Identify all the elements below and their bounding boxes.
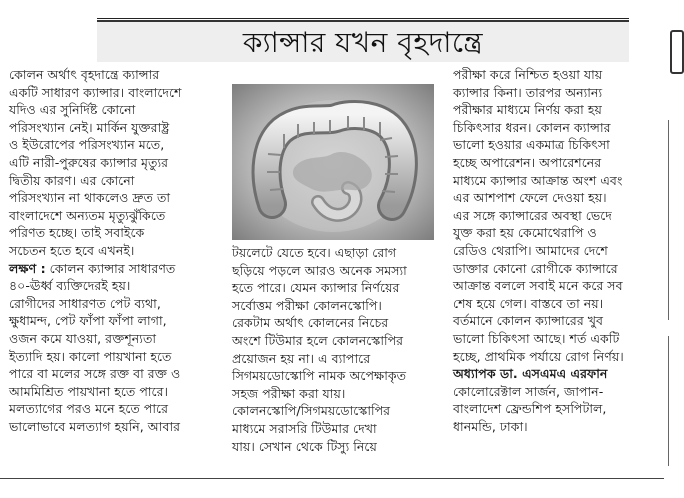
text-line: কোলন অর্থাৎ বৃহদান্ত্রে ক্যান্সার — [9, 67, 160, 82]
adjacent-glyph — [670, 30, 684, 74]
text-line: হচ্ছে, প্রাথমিক পর্যায়ে রোগ নির্ণয়। — [453, 348, 624, 364]
colon-illustration — [232, 84, 434, 240]
article-column-3 — [453, 66, 624, 435]
text-line: রেকটাম অর্থাৎ কোলনের নিচের — [232, 315, 389, 331]
text-line: পরিণত হচ্ছে। তাই সবাইকে — [9, 225, 145, 241]
text-line: বর্তমানে কোলন ক্যান্সারের খুব — [453, 313, 604, 329]
author-line: ধানমন্ডি, ঢাকা। — [453, 418, 528, 434]
text-line: সহজ পরীক্ষা করা যায়। — [232, 385, 346, 401]
text-line: কোলনস্কোপি/সিগময়ডোস্কোপির — [232, 403, 391, 419]
large-intestine-image — [232, 84, 434, 240]
text-line: সিগময়ডোস্কোপি নামক অপেক্ষাকৃত — [232, 368, 407, 384]
text-line: বাংলাদেশে অন্যতম মৃত্যুঝুঁকিতে — [9, 207, 166, 223]
symptom-text: কোলন ক্যান্সার সাধারণত — [45, 260, 176, 276]
text-line: এটি নারী-পুরুষের ক্যান্সার মৃত্যুর — [9, 154, 169, 170]
text-line: পরিসংখ্যান নেই। মার্কিন যুক্তরাষ্ট্র — [9, 119, 170, 135]
text-line: যদিও এর সুনির্দিষ্ট কোনো — [9, 102, 136, 118]
text-line: পরীক্ষার মাধ্যমে নির্ণয় করা হয় — [453, 102, 602, 118]
text-line: আক্রান্ত বললে সবাই মনে করে সব — [453, 278, 623, 294]
text-line: হতে পারে। যেমন ক্যান্সার নির্ণয়ের — [232, 280, 400, 296]
text-line: এর আশপাশ ফেলে দেওয়া হয়। — [453, 190, 607, 206]
text-line: রেডিও থেরাপি। আমাদের দেশে — [453, 242, 608, 258]
adjacent-rule — [668, 120, 683, 320]
text-line: ভালো হওয়ার একমাত্র চিকিৎসা — [453, 137, 610, 153]
text-line: ক্ষুধামন্দ, পেট ফাঁপা ফাঁপা লাগা, — [9, 313, 167, 329]
text-line: ৪০-ঊর্ধ্ব ব্যক্তিদেরই হয়। — [9, 278, 131, 294]
text-line: হচ্ছে অপারেশন। অপারেশনের — [453, 154, 602, 170]
text-line: ভালো চিকিৎসা আছে। শর্ত একটি — [453, 330, 620, 346]
text-line: সচেতন হতে হবে এখনই। — [9, 242, 135, 258]
text-line: দ্বিতীয় কারণ। এর কোনো — [9, 172, 135, 188]
text-line: যায়। সেখান থেকে টিস্যু নিয়ে — [232, 438, 377, 454]
author-line: কোলোরেক্টাল সার্জন, জাপান- — [453, 383, 604, 399]
next-article-strip — [0, 484, 660, 498]
bottom-rule — [0, 478, 664, 479]
text-line: ক্যান্সার কিনা। তারপর অন্যান্য — [453, 84, 603, 100]
text-line: ছড়িয়ে পড়লে আরও অনেক সমস্যা — [232, 262, 407, 278]
previous-article-strip — [0, 0, 660, 9]
top-rule — [97, 18, 629, 19]
text-line: যুক্ত করা হয় কেমোথেরাপি ও — [453, 225, 597, 241]
article-column-2 — [232, 244, 407, 455]
symptom-line — [9, 260, 182, 278]
text-line: শেষ হয়ে গেল। বাস্তবে তা নয়। — [453, 295, 604, 311]
text-line: পরিসংখ্যান না থাকলেও দ্রুত তা — [9, 190, 171, 206]
adjacent-page-edge — [664, 0, 684, 498]
article-column-1 — [9, 66, 182, 435]
article-headline: ক্যান্সার যখন বৃহদান্ত্রে — [242, 26, 484, 59]
text-line: ভালোভাবে মলত্যাগ হয়নি, আবার — [9, 418, 181, 434]
text-line: ও ইউরোপের পরিসংখ্যান মতে, — [9, 137, 165, 153]
text-line: মাধ্যমে ক্যান্সার আক্রান্ত অংশ এবং — [453, 172, 623, 188]
text-line: সর্বোত্তম পরীক্ষা কোলনস্কোপি। — [232, 297, 382, 313]
headline-banner — [97, 20, 629, 62]
author-line: বাংলাদেশ ফ্রেন্ডশিপ হসপিটাল, — [453, 401, 607, 417]
text-line: ইত্যাদি হয়। কালো পায়খানা হতে — [9, 348, 172, 364]
text-line: ওজন কমে যাওয়া, রক্তশূন্যতা — [9, 330, 157, 346]
text-line: পরীক্ষা করে নিশ্চিত হওয়া যায় — [453, 67, 603, 82]
text-line: পারে বা মলের সঙ্গে রক্ত বা রক্ত ও — [9, 366, 181, 382]
text-line: ডাক্তার কোনো রোগীকে ক্যান্সারে — [453, 260, 618, 276]
text-line: অংশে টিউমার হলে কোলনস্কোপির — [232, 332, 404, 348]
text-line: মাধ্যমে সরাসরি টিউমার দেখা — [232, 420, 377, 436]
text-line: মলত্যাগের পরও মনে হতে পারে — [9, 401, 169, 417]
symptom-label: লক্ষণ : — [9, 260, 46, 276]
text-line: একটি সাধারণ ক্যান্সার। বাংলাদেশে — [9, 84, 182, 100]
text-line: রোগীদের সাধারণত পেট ব্যথা, — [9, 295, 161, 311]
text-line: টয়লেটে যেতে হবে। এছাড়া রোগ — [232, 245, 397, 260]
text-line: চিকিৎসার ধরন। কোলন ক্যান্সার — [453, 119, 611, 135]
text-line: এর সঙ্গে ক্যান্সারের অবস্থা ভেদে — [453, 207, 612, 223]
adjacent-rule — [668, 336, 683, 466]
author-name: অধ্যাপক ডা. এসএমএ এরফান — [453, 366, 608, 382]
text-line: আমমিশ্রিত পায়খানা হতে পারে। — [9, 383, 169, 399]
text-line: প্রয়োজন হয় না। এ ব্যাপারে — [232, 350, 371, 366]
